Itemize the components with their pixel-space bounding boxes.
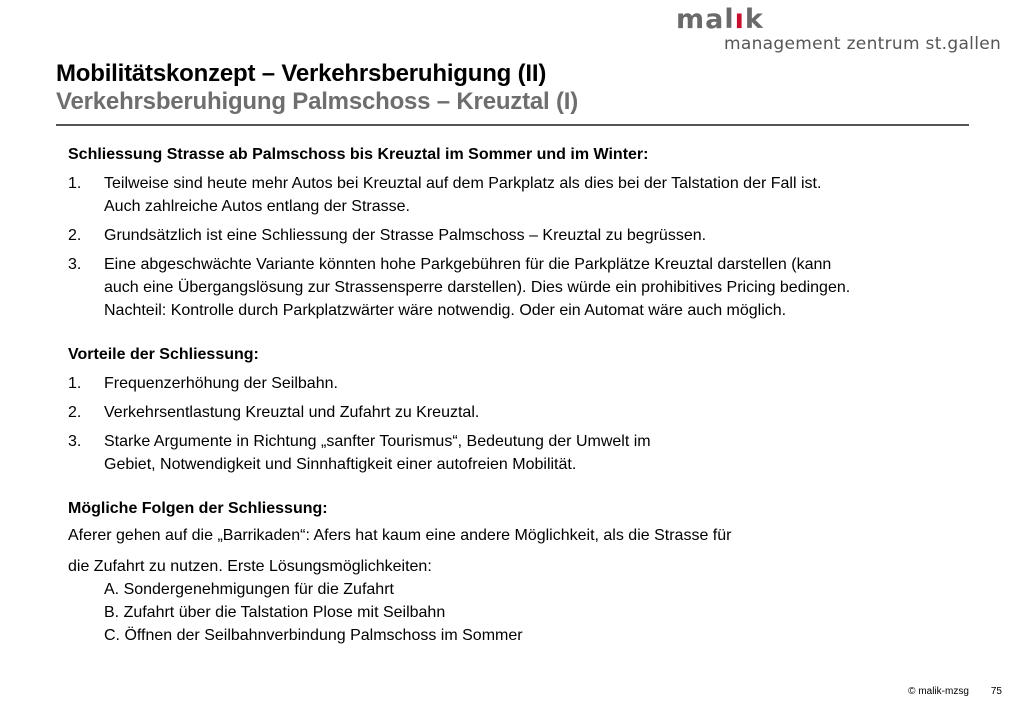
page-subtitle: Verkehrsberuhigung Palmschoss – Kreuztal (I) [56,88,579,115]
list-number: 2. [68,404,82,421]
list-item [68,253,968,322]
page-title: Mobilitätskonzept – Verkehrsberuhigung (II) [56,60,547,87]
advantages-list [68,372,968,476]
list-item [68,224,968,247]
logo-wordmark-left: mal [676,4,735,35]
solution-option: B. Zufahrt über die Talstation Plose mit Seilbahn [104,604,446,621]
list-number: 3. [68,433,82,450]
list-text [104,253,968,322]
slide-footer [908,686,1002,697]
list-item [68,372,968,395]
company-logo [676,4,1002,60]
list-number: 3. [68,256,82,273]
consequences-paragraph: Aferer gehen auf die „Barrikaden“: Afers hat kaum eine andere Möglichkeit, als die Strasse für [68,527,732,544]
slide-body [68,143,968,647]
section-heading-closure: Schliessung Strasse ab Palmschoss bis Kreuztal im Sommer und im Winter: [68,146,649,163]
list-text [104,430,968,476]
solution-option: A. Sondergenehmigungen für die Zufahrt [104,581,394,598]
list-text-line: Verkehrsentlastung Kreuztal und Zufahrt zu Kreuztal. [104,404,480,421]
consequences-paragraph-continued: die Zufahrt zu nutzen. Erste Lösungsmöglichkeiten: [68,558,432,575]
section-heading-consequences: Mögliche Folgen der Schliessung: [68,500,328,517]
logo-wordmark-accent: ı [734,4,745,35]
list-number: 1. [68,375,82,392]
list-text-line: auch eine Übergangslösung zur Strassensperre darstellen). Dies würde ein prohibitives Pricing bedingen. [104,279,851,296]
list-number: 2. [68,227,82,244]
list-number: 1. [68,175,82,192]
list-text-line: Eine abgeschwächte Variante könnten hohe Parkgebühren für die Parkplätze Kreuztal darstellen (kann [104,256,832,273]
section-spacer [68,476,968,497]
title-divider [56,124,969,126]
list-text-line: Auch zahlreiche Autos entlang der Strasse. [104,198,410,215]
list-item [68,430,968,476]
solution-option: C. Öffnen der Seilbahnverbindung Palmschoss im Sommer [104,627,523,644]
list-item [68,401,968,424]
list-text-line: Grundsätzlich ist eine Schliessung der Strasse Palmschoss – Kreuztal zu begrüssen. [104,227,707,244]
section-heading-advantages: Vorteile der Schliessung: [68,346,259,363]
section-spacer [68,322,968,343]
logo-subtitle: management zentrum st.gallen [724,34,1002,54]
list-text-line: Gebiet, Notwendigkeit und Sinnhaftigkeit einer autofreien Mobilität. [104,456,577,473]
list-text-line: Frequenzerhöhung der Seilbahn. [104,375,338,392]
list-text-line: Nachteil: Kontrolle durch Parkplatzwärter wäre notwendig. Oder ein Automat wäre auch möglich. [104,302,787,319]
logo-wordmark-right: k [744,4,764,35]
list-text [104,401,968,424]
list-text [104,224,968,247]
list-item [68,172,968,218]
logo-wordmark [676,4,764,35]
list-text-line: Starke Argumente in Richtung „sanfter Tourismus“, Bedeutung der Umwelt im [104,433,651,450]
list-text [104,372,968,395]
list-text-line: Teilweise sind heute mehr Autos bei Kreuztal auf dem Parkplatz als dies bei der Talstation der Fall ist. [104,175,822,192]
list-text [104,172,968,218]
copyright-notice: © malik-mzsg [908,686,969,697]
closure-list [68,172,968,322]
page-number: 75 [990,686,1002,697]
